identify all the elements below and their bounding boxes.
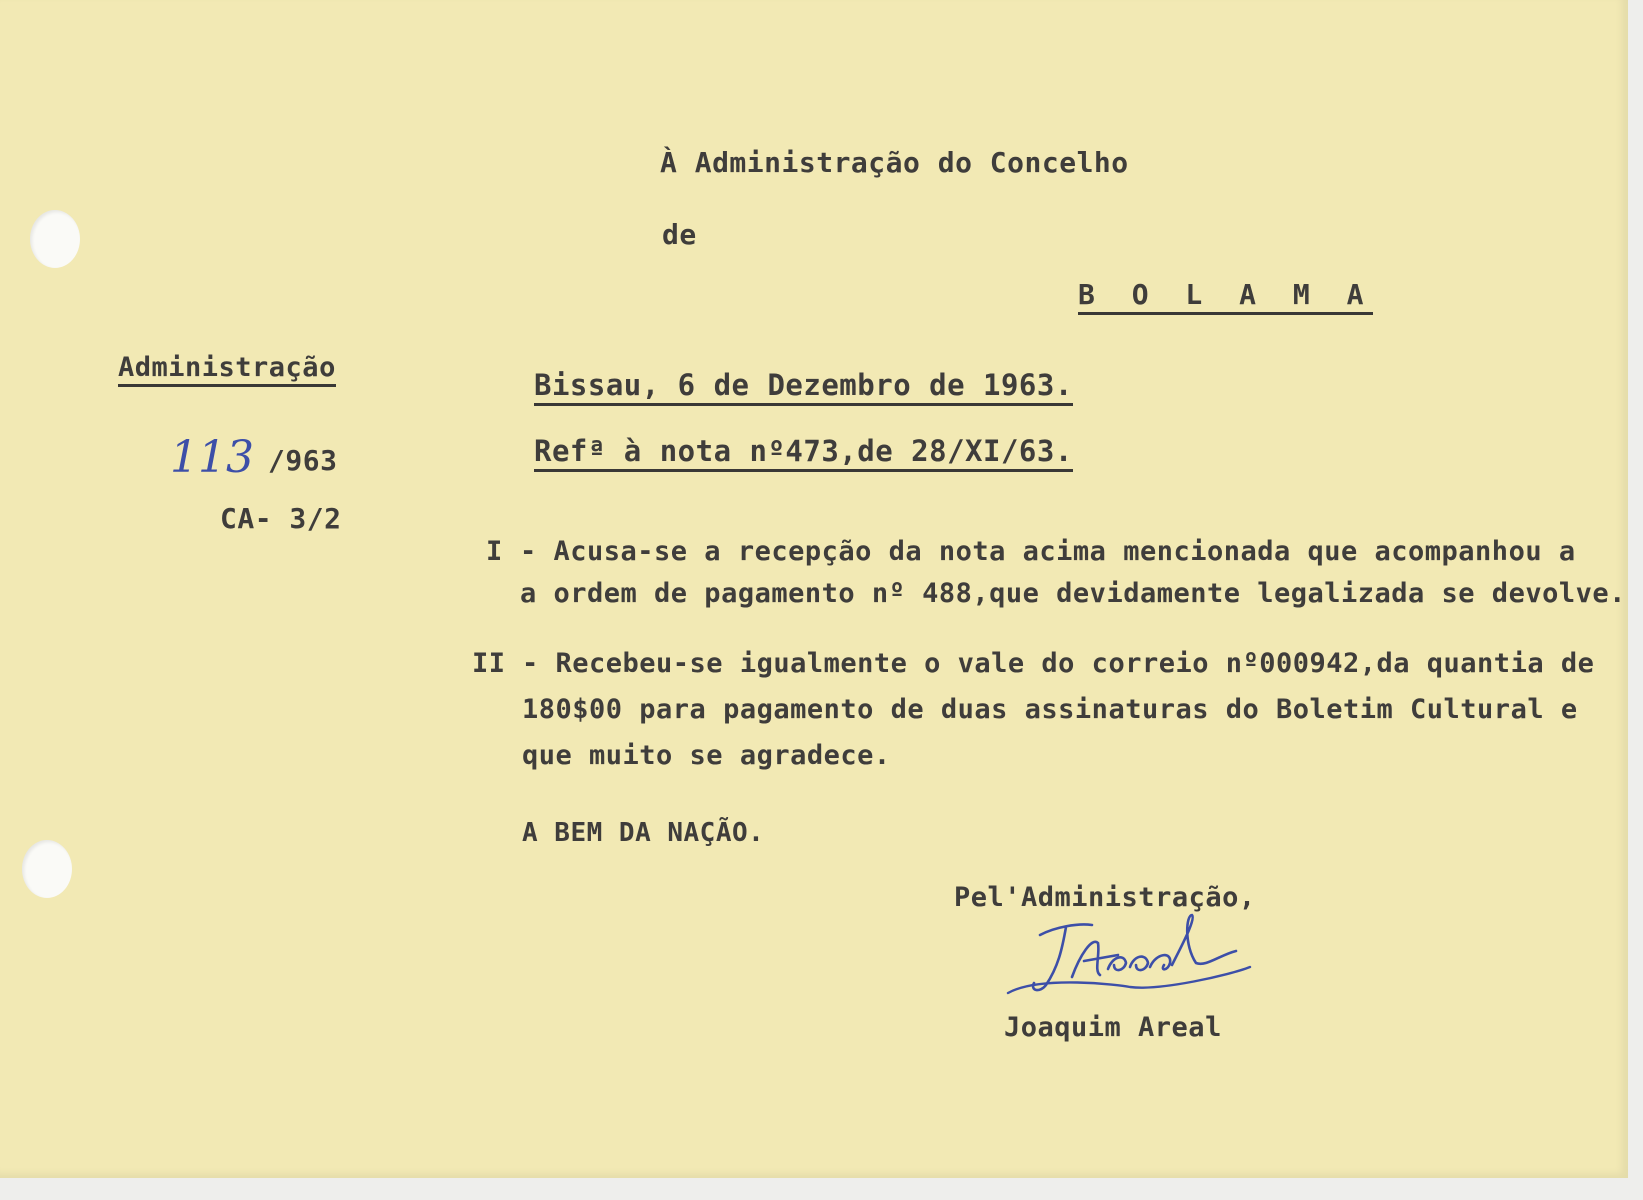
handwritten-signature <box>1000 905 1260 1015</box>
note-reference: Refª à nota nº473,de 28/XI/63. <box>534 434 1073 472</box>
item-2-numeral: II <box>472 648 506 679</box>
addressee-line-1: À Administração do Concelho <box>660 146 1129 179</box>
closing-salutation: A BEM DA NAÇÃO. <box>522 818 765 848</box>
department-label: Administração <box>118 352 336 387</box>
place-date: Bissau, 6 de Dezembro de 1963. <box>534 368 1073 406</box>
punch-hole-top <box>30 210 80 268</box>
signatory-name: Joaquim Areal <box>1004 1012 1222 1043</box>
item-1-line-2: a ordem de pagamento nº 488,que devidamente legalizada se devolve. <box>520 578 1626 609</box>
reference-code: CA- 3/2 <box>220 502 342 535</box>
scan-margin-right <box>1628 0 1643 1200</box>
reference-year: /963 <box>268 444 338 477</box>
item-2-line-2: 180$00 para pagamento de duas assinaturas do Boletim Cultural e <box>522 694 1578 725</box>
scan-margin-bottom <box>0 1178 1643 1200</box>
signature-label: Pel'Administração, <box>954 882 1256 913</box>
handwritten-number: 113 <box>170 432 254 483</box>
item-1-numeral: I <box>486 536 503 567</box>
addressee-town: B O L A M A <box>1078 278 1373 315</box>
item-2-line-1: - Recebeu-se igualmente o vale do correio nº000942,da quantia de <box>522 648 1595 679</box>
item-1-line-1: - Acusa-se a recepção da nota acima mencionada que acompanhou a <box>520 536 1576 567</box>
item-2-line-3: que muito se agradece. <box>522 740 891 771</box>
punch-hole-bottom <box>22 840 72 898</box>
addressee-line-2: de <box>662 218 697 251</box>
